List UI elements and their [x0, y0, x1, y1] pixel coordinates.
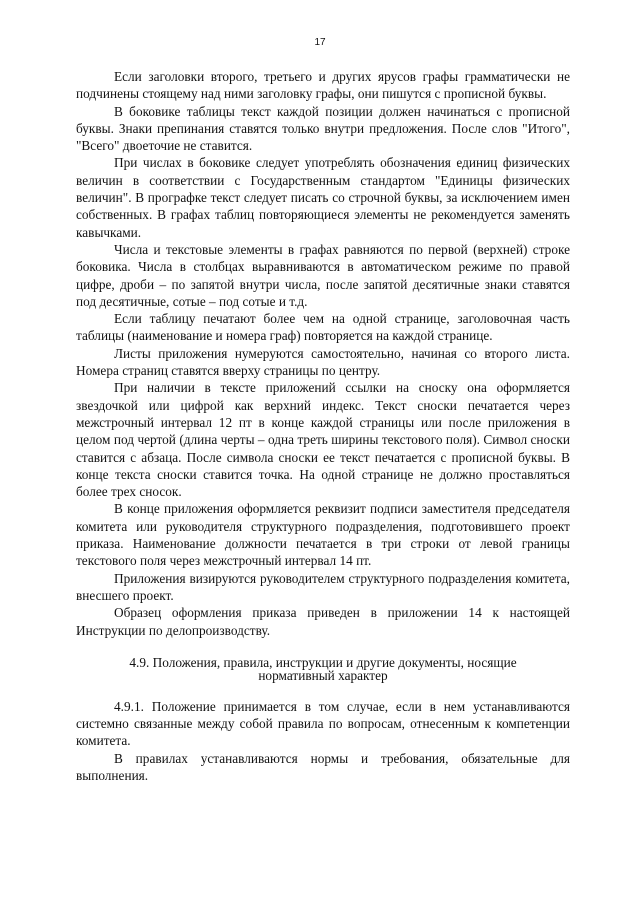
paragraph: Числа и текстовые элементы в графах равняются по первой (верхней) строке боковика. Числа в столбцах выравниваются в автоматическом режиме по правой цифре, дроби – по запятой внутри числа, после запятой десятичные знаки ставятся под десятичные, сотые – под сотые и т.д. [76, 241, 570, 309]
paragraph: Приложения визируются руководителем структурного подразделения комитета, внесшего проект. [76, 570, 570, 603]
section-heading-line: 4.9. Положения, правила, инструкции и другие документы, носящие [129, 654, 517, 670]
paragraph: Если заголовки второго, третьего и других ярусов графы грамматически не подчинены стоящему над ними заголовку графы, они пишутся с прописной буквы. [76, 69, 570, 102]
paragraph: 4.9.1. Положение принимается в том случае, если в нем устанавливаются системно связанные между собой правила по вопросам, отнесенным к компетенции комитета. [76, 698, 570, 749]
paragraph: В конце приложения оформляется реквизит подписи заместителя председателя комитета или руководителя структурного подразделения, подготовившего проект приказа. Наименование должности печатается в три строки от левой границы текстового поля через межстрочный интервал 14 пт. [76, 501, 570, 569]
section-heading-line: нормативный характер [258, 668, 388, 684]
paragraph: Образец оформления приказа приведен в приложении 14 к настоящей Инструкции по делопроизводству. [76, 605, 570, 638]
page-number: 17 [314, 37, 326, 48]
paragraph: В правилах устанавливаются нормы и требования, обязательные для выполнения. [76, 750, 570, 783]
paragraph: При числах в боковике следует употреблять обозначения единиц физических величин в соответствии с Государственным стандартом "Единицы физических величин". В прографке текст следует писать со строчной буквы, за исключением имен собственных. В графах таблиц повторяющиеся элементы не рекомендуется заменять кавычками. [76, 155, 570, 240]
document-body [76, 68, 570, 784]
section-heading [76, 656, 570, 683]
paragraph: Если таблицу печатают более чем на одной странице, заголовочная часть таблицы (наименование и номера граф) повторяется на каждой странице. [76, 311, 570, 344]
paragraph: При наличии в тексте приложений ссылки на сноску она оформляется звездочкой или цифрой как верхний индекс. Текст сноски печатается через межстрочный интервал 12 пт в конце каждой страницы или после приложения в целом под чертой (длина черты – одна треть ширины текстового поля). Символ сноски ставится с абзаца. После символа сноски ее текст печатается с прописной буквы. В конце текста сноски ставится точка. На одной странице не должно проставляться более трех сносок. [76, 380, 570, 500]
paragraph: В боковике таблицы текст каждой позиции должен начинаться с прописной буквы. Знаки препинания ставятся только внутри предложения. После слов "Итого", "Всего" двоеточие не ставится. [76, 103, 570, 154]
paragraph: Листы приложения нумеруются самостоятельно, начиная со второго листа. Номера страниц ставятся вверху страницы по центру. [76, 345, 570, 379]
